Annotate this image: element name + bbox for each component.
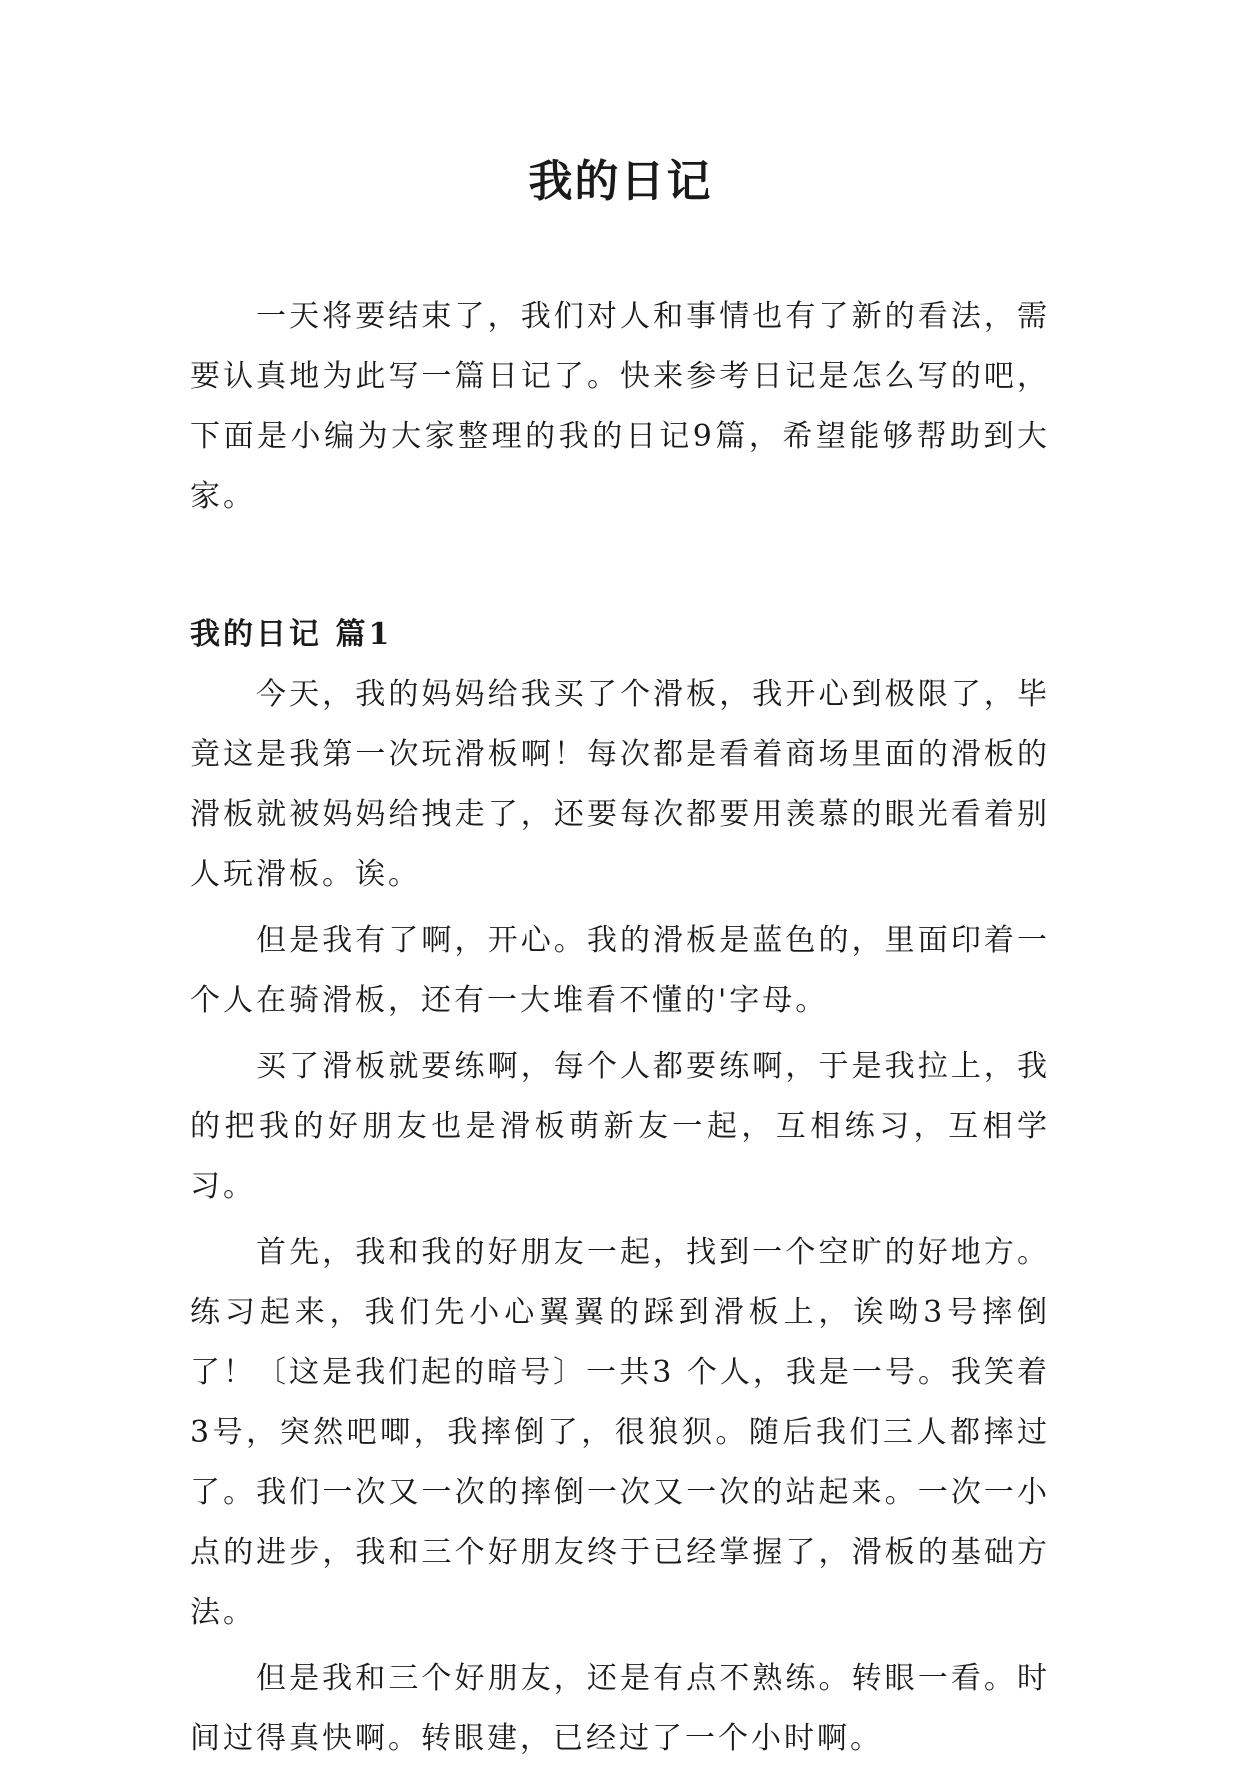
document-body	[190, 287, 1050, 1775]
document-title: 我的日记	[528, 156, 713, 207]
body-paragraph: 今天，我的妈妈给我买了个滑板，我开心到极限了，毕竟这是我第一次玩滑板啊！每次都是看着商场里面的滑板的滑板就被妈妈给拽走了，还要每次都要用羡慕的眼光看着别人玩滑板。诶。	[190, 677, 1050, 892]
intro-paragraph: 一天将要结束了，我们对人和事情也有了新的看法，需要认真地为此写一篇日记了。快来参考日记是怎么写的吧，下面是小编为大家整理的我的日记9篇，希望能够帮助到大家。	[190, 299, 1050, 514]
body-paragraph: 首先，我和我的好朋友一起，找到一个空旷的好地方。练习起来，我们先小心翼翼的踩到滑板上，诶呦3号摔倒了！〔这是我们起的暗号〕一共3 个人，我是一号。我笑着3号，突然吧唧，我摔倒了，很狼狈。随后我们三人都摔过了。我们一次又一次的摔倒一次又一次的站起来。一次一小点的进步，我和三个好朋友终于已经掌握了，滑板的基础方法。	[190, 1235, 1050, 1630]
section-heading: 我的日记 篇1	[190, 617, 393, 652]
body-paragraph: 买了滑板就要练啊，每个人都要练啊，于是我拉上，我的把我的好朋友也是滑板萌新友一起，互相练习，互相学习。	[190, 1049, 1050, 1204]
body-paragraph: 但是我有了啊，开心。我的滑板是蓝色的，里面印着一个人在骑滑板，还有一大堆看不懂的'字母。	[190, 923, 1050, 1018]
body-paragraph: 但是我和三个好朋友，还是有点不熟练。转眼一看。时间过得真快啊。转眼建，已经过了一个小时啊。	[190, 1661, 1050, 1756]
